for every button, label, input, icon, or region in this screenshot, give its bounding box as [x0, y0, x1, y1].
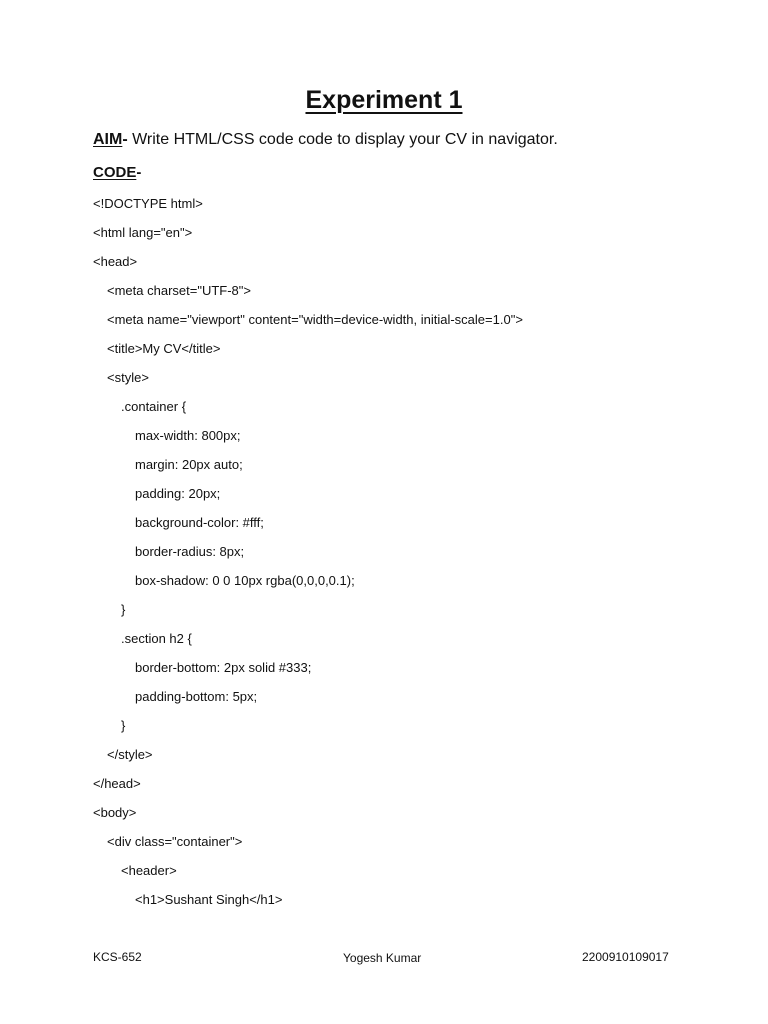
code-label: CODE	[93, 164, 137, 181]
code-line: }	[121, 718, 126, 733]
footer-roll-number: 2200910109017	[582, 950, 669, 964]
footer-course-code: KCS-652	[93, 950, 142, 964]
code-dash: -	[136, 164, 142, 181]
code-listing	[93, 196, 523, 921]
code-line: padding: 20px;	[135, 486, 221, 501]
code-line: <body>	[93, 805, 137, 820]
code-line: .container {	[121, 399, 187, 414]
code-heading	[93, 164, 141, 181]
code-line: max-width: 800px;	[135, 428, 241, 443]
code-line: </head>	[93, 776, 141, 791]
page-title: Experiment 1	[305, 86, 463, 114]
code-line: <header>	[121, 863, 177, 878]
code-line: <title>My CV</title>	[107, 341, 221, 356]
code-line: <meta charset="UTF-8">	[107, 283, 251, 298]
code-line: <!DOCTYPE html>	[93, 196, 203, 211]
code-line: background-color: #fff;	[135, 515, 264, 530]
code-line: <meta name="viewport" content="width=device-width, initial-scale=1.0">	[107, 312, 523, 327]
aim-label: AIM	[93, 131, 123, 148]
aim-dash: -	[122, 131, 128, 148]
code-line: <head>	[93, 254, 138, 269]
code-line: box-shadow: 0 0 10px rgba(0,0,0,0.1);	[135, 573, 355, 588]
code-line: border-radius: 8px;	[135, 544, 245, 559]
code-line: <html lang="en">	[93, 225, 193, 240]
code-line: <div class="container">	[107, 834, 243, 849]
code-line: }	[121, 602, 126, 617]
code-line: .section h2 {	[121, 631, 192, 646]
code-line: border-bottom: 2px solid #333;	[135, 660, 312, 675]
code-line: padding-bottom: 5px;	[135, 689, 258, 704]
footer-author: Yogesh Kumar	[343, 951, 422, 965]
code-line: margin: 20px auto;	[135, 457, 243, 472]
aim-text: Write HTML/CSS code code to display your CV in navigator.	[127, 131, 558, 148]
code-line: </style>	[107, 747, 153, 762]
code-line: <style>	[107, 370, 149, 385]
aim-statement	[93, 131, 558, 149]
code-line: <h1>Sushant Singh</h1>	[135, 892, 283, 907]
